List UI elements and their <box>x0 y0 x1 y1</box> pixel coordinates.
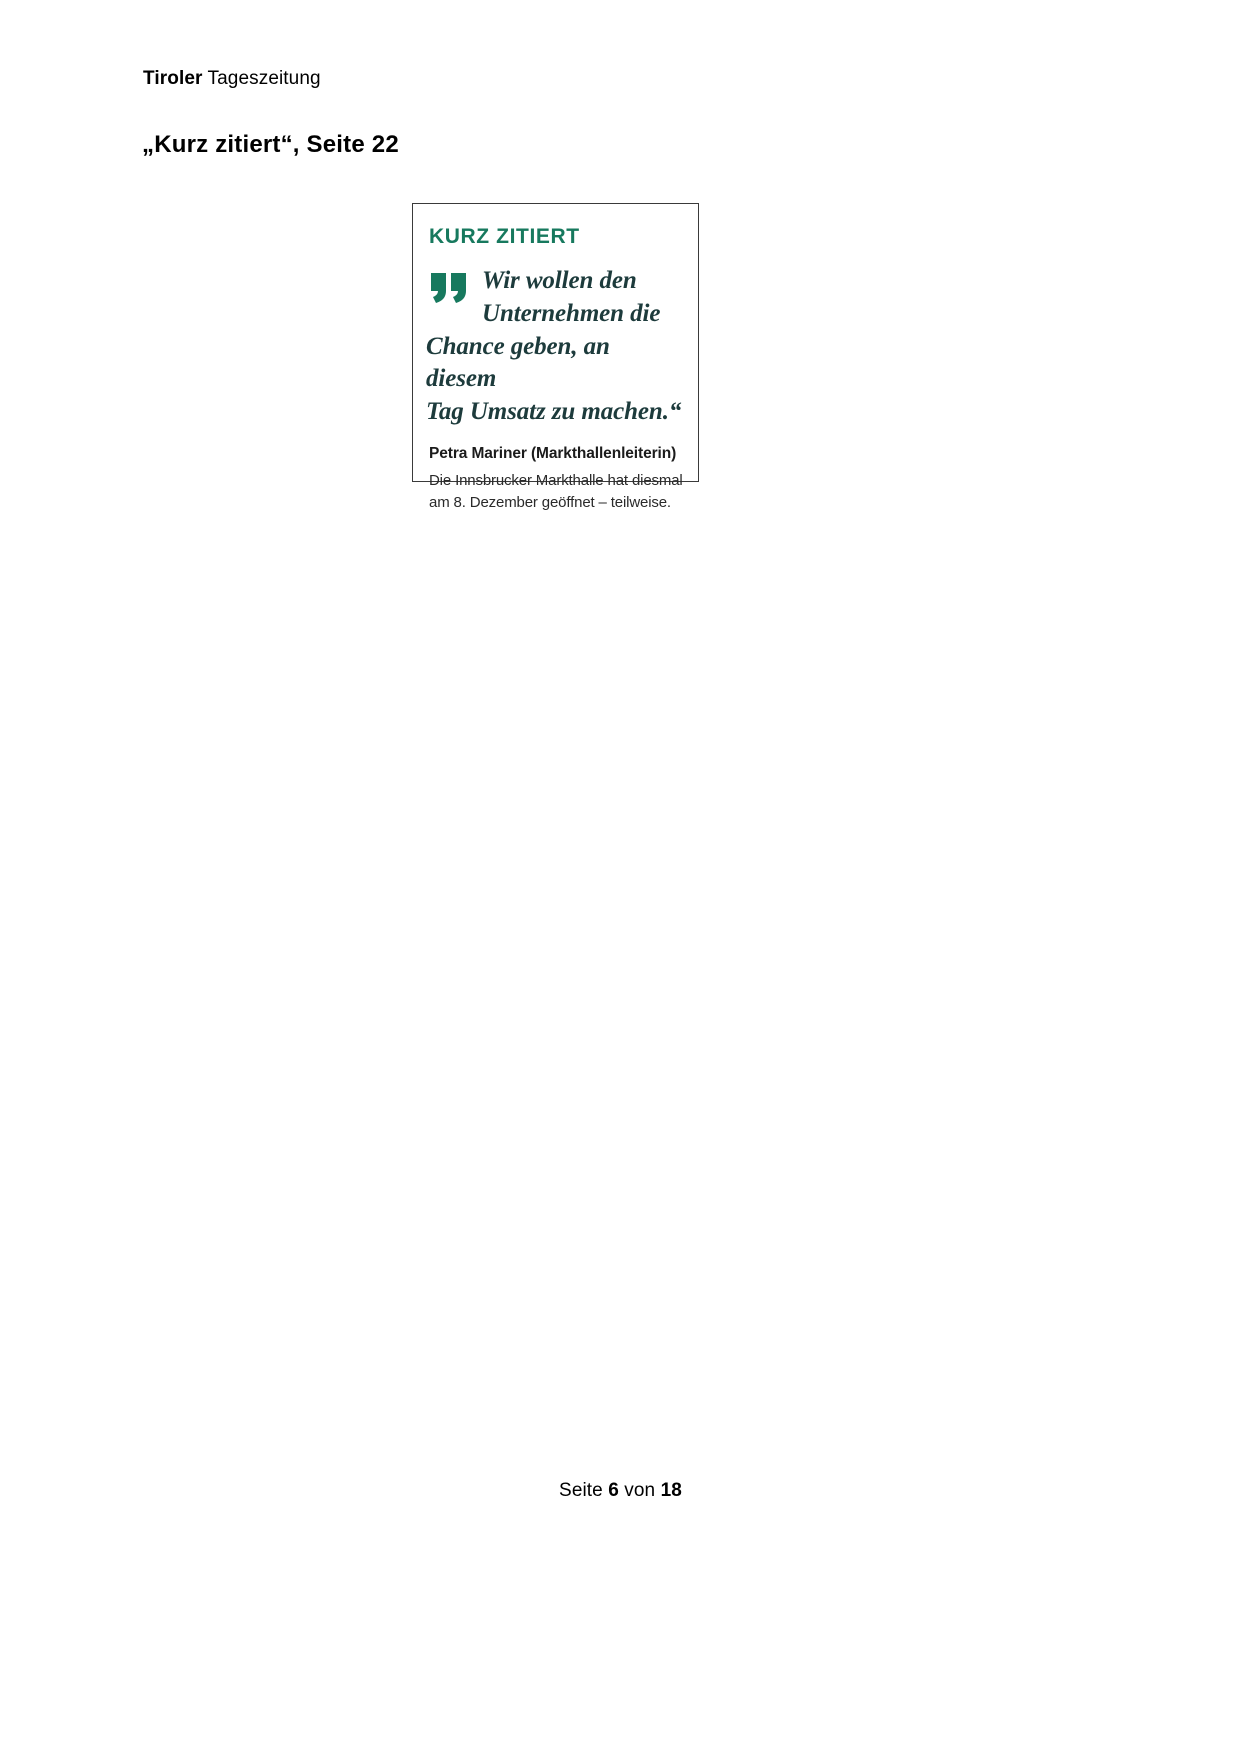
page-footer <box>0 1480 1241 1502</box>
quote-block <box>426 265 684 429</box>
clipping-standfirst <box>429 470 684 514</box>
quote-line-1: Wir wollen den <box>482 267 637 294</box>
clipping-kicker: KURZ ZITIERT <box>429 225 580 248</box>
footer-page-number: 6 <box>608 1480 619 1501</box>
footer-middle: von <box>618 1480 661 1501</box>
quote-line-2: Unternehmen die <box>482 299 661 327</box>
page-title: „Kurz zitiert“, Seite 22 <box>142 131 399 158</box>
publication-name-strong: Tiroler <box>143 68 203 89</box>
standfirst-line-2: am 8. Dezember geöffnet – teilweise. <box>429 493 671 511</box>
publication-name-rest: Tageszeitung <box>202 68 321 89</box>
quotation-mark-icon <box>430 271 472 305</box>
standfirst-line-1: Die Innsbrucker Markthalle hat diesmal <box>429 471 683 489</box>
footer-page-total: 18 <box>660 1480 682 1501</box>
publication-header <box>143 68 321 91</box>
footer-prefix: Seite <box>559 1480 609 1501</box>
quote-line-3: Chance geben, an diesem <box>426 332 610 393</box>
quote-line-4: Tag Umsatz zu machen.“ <box>426 398 682 425</box>
newspaper-clipping <box>412 203 699 511</box>
quote-attribution: Petra Mariner (Markthallenleiterin) <box>429 444 677 462</box>
